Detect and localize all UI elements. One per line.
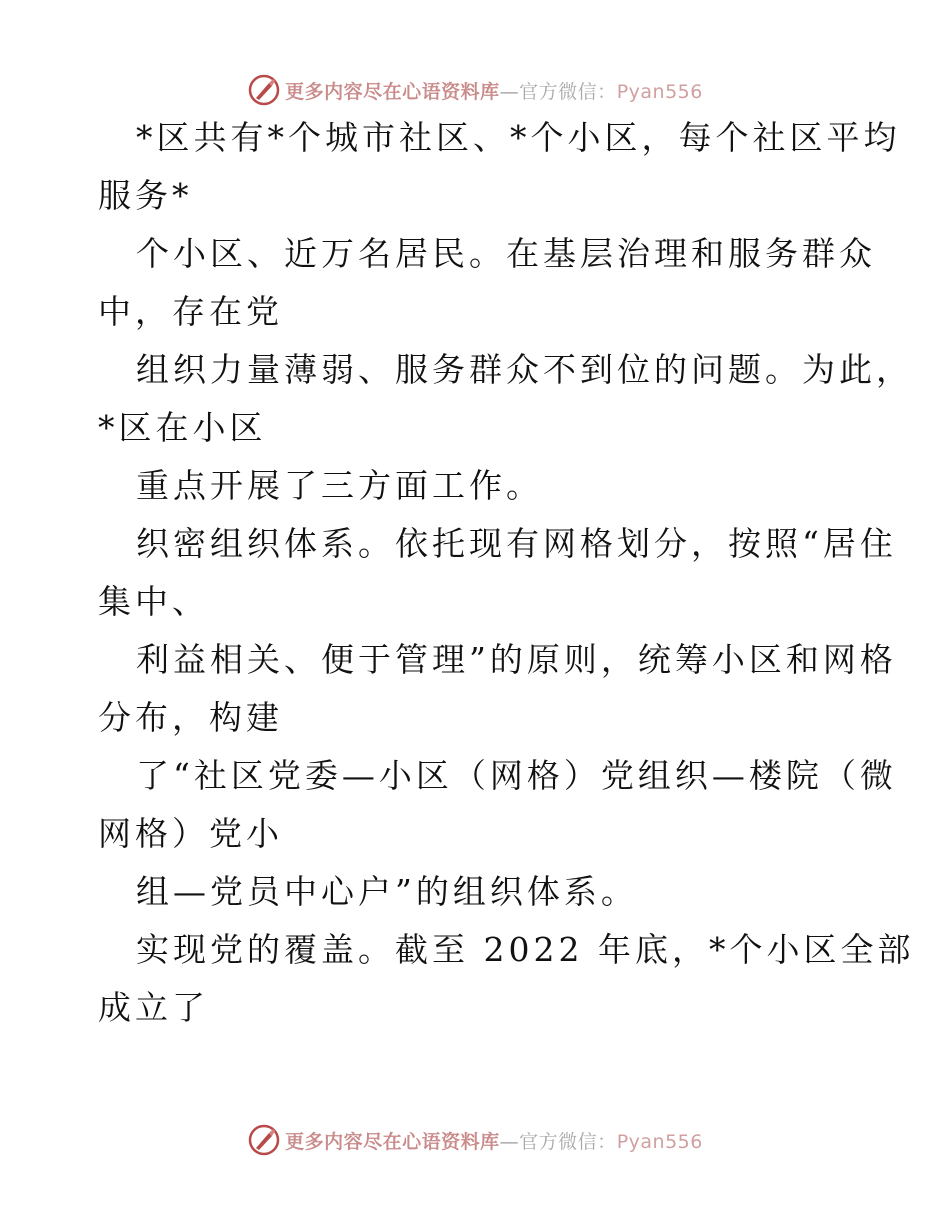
watermark-main: 更多内容尽在心语资料库 [285, 1130, 500, 1153]
text-line: 组—党员中心户”的组织体系。 [136, 872, 638, 911]
watermark-text [285, 1127, 703, 1154]
watermark-main: 更多内容尽在心语资料库 [285, 80, 500, 103]
watermark-label: 官方微信： [519, 80, 617, 103]
pen-logo-icon [247, 73, 281, 107]
text-line: 服务* [98, 176, 193, 215]
watermark-id: Pyan556 [616, 1130, 703, 1153]
text-line: 实现党的覆盖。截至 2022 年底，*个小区全部 [136, 930, 915, 969]
watermark-id: Pyan556 [616, 80, 703, 103]
text-line: 利益相关、便于管理”的原则，统筹小区和网格 [136, 640, 897, 679]
text-line: 了“社区党委—小区（网格）党组织—楼院（微 [136, 756, 897, 795]
footer-watermark [0, 1120, 950, 1160]
text-line: 网格）党小 [98, 814, 283, 853]
watermark-text [285, 77, 703, 104]
text-line: 集中、 [98, 582, 209, 621]
header-watermark [0, 70, 950, 110]
text-line: 个小区、近万名居民。在基层治理和服务群众 [136, 234, 876, 273]
text-line: 组织力量薄弱、服务群众不到位的问题。为此， [136, 350, 913, 389]
pen-logo-icon [247, 1123, 281, 1157]
text-line: 织密组织体系。依托现有网格划分，按照“居住 [136, 524, 897, 563]
text-line: 中，存在党 [98, 292, 283, 331]
watermark-content [247, 73, 703, 107]
text-line: 重点开展了三方面工作。 [136, 466, 543, 505]
watermark-content [247, 1123, 703, 1157]
text-line: 成立了 [98, 988, 209, 1027]
text-line: 分布，构建 [98, 698, 283, 737]
text-line: *区在小区 [98, 408, 267, 447]
watermark-label: 官方微信： [519, 1130, 617, 1153]
text-line: *区共有*个城市社区、*个小区，每个社区平均 [136, 118, 901, 157]
watermark-separator: — [499, 1130, 520, 1153]
watermark-separator: — [499, 80, 520, 103]
